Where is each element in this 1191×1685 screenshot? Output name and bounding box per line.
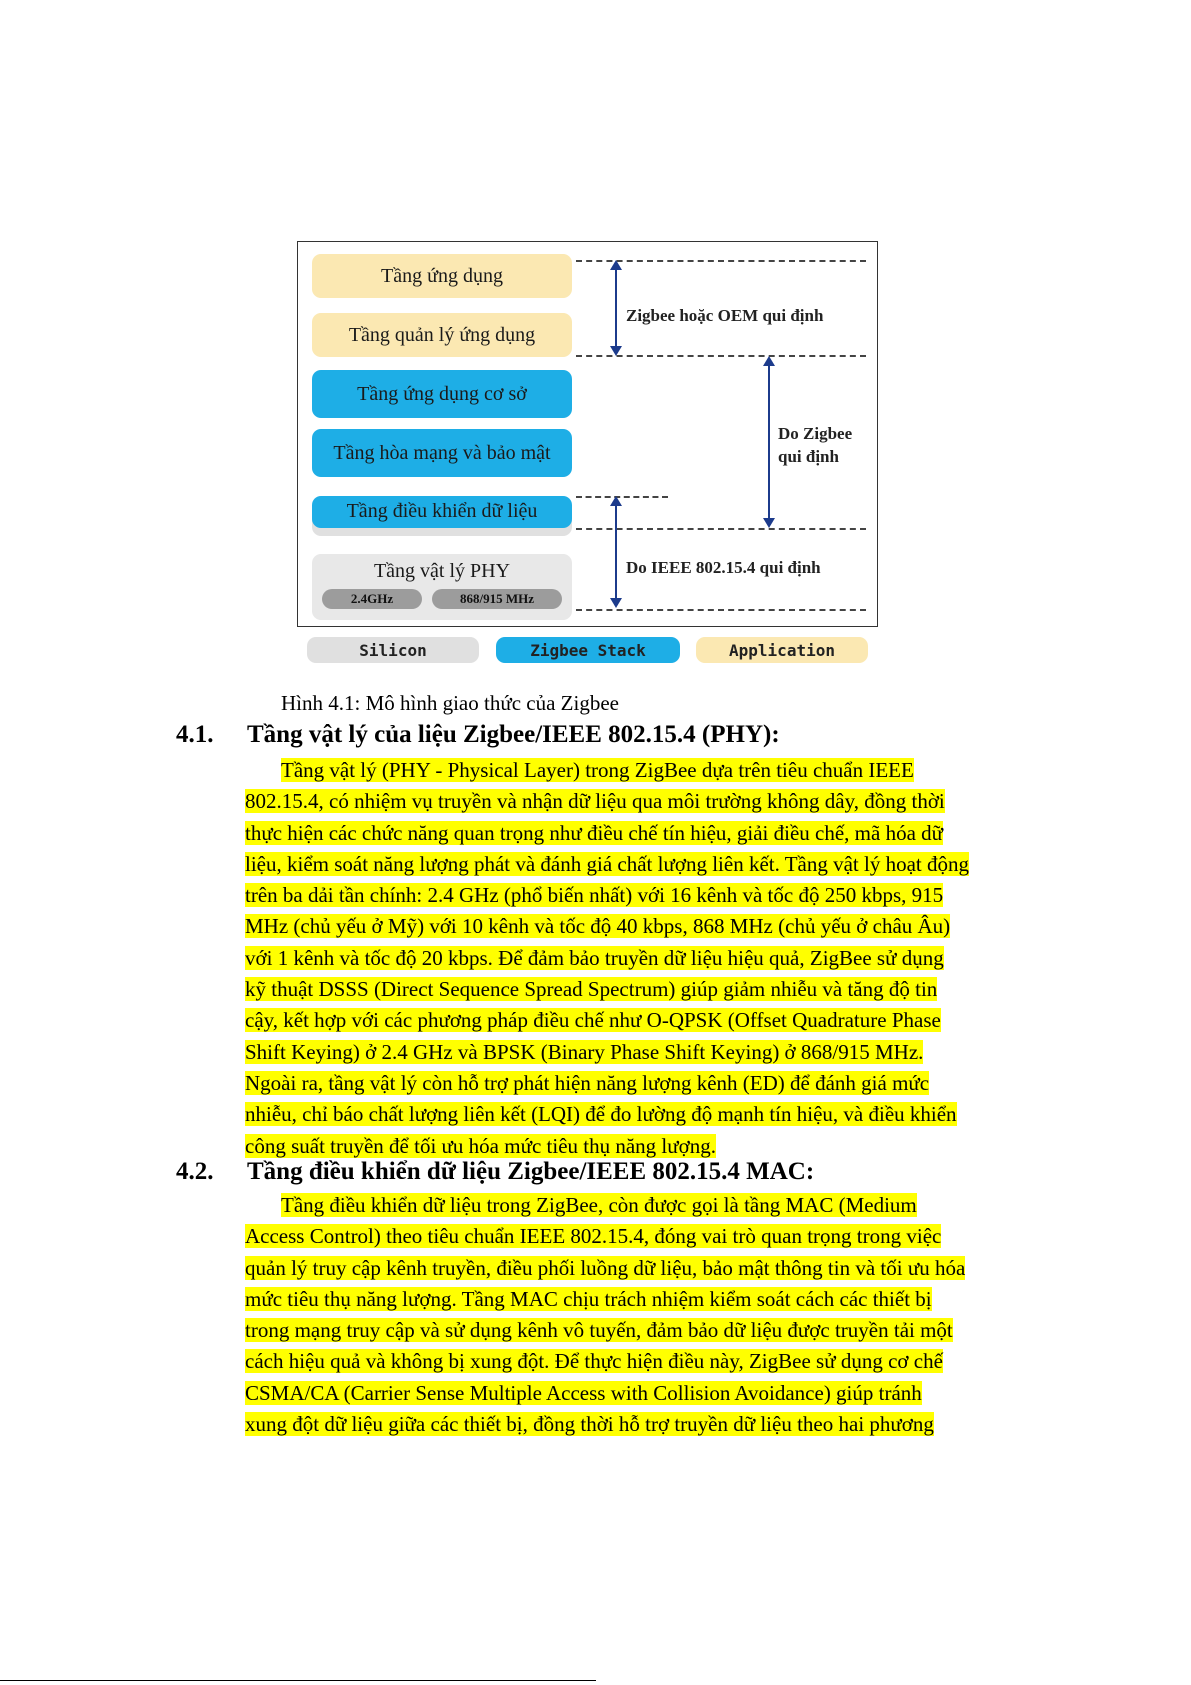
label-zigbee-oem: Zigbee hoặc OEM qui định xyxy=(626,306,824,325)
paragraph-line: kỹ thuật DSSS (Direct Sequence Spread Spectrum) giúp giảm nhiễu và tăng độ tin xyxy=(245,977,938,1002)
paragraph-line: MHz (chủ yếu ở Mỹ) với 10 kênh và tốc độ 40 kbps, 868 MHz (chủ yếu ở châu Âu) xyxy=(245,914,951,939)
paragraph-phy xyxy=(245,755,1055,1162)
layer-network-security: Tầng hòa mạng và bảo mật xyxy=(312,429,572,477)
oem-range-line xyxy=(615,268,617,348)
section-title: Tầng điều khiển dữ liệu Zigbee/IEEE 802.15.4 MAC: xyxy=(247,1158,815,1185)
section-number: 4.1. xyxy=(176,721,214,748)
paragraph-line: trong mạng truy cập và sử dụng kênh vô tuyến, đảm bảo dữ liệu được truyền tải một xyxy=(245,1318,953,1343)
figure-caption: Hình 4.1: Mô hình giao thức của Zigbee xyxy=(281,691,619,715)
dashed-boundary-mac-top xyxy=(576,496,668,498)
layer-base-application: Tầng ứng dụng cơ sở xyxy=(312,370,572,418)
section-title: Tầng vật lý của liệu Zigbee/IEEE 802.15.4 (PHY): xyxy=(247,721,780,748)
footnote-rule xyxy=(0,1680,596,1681)
section-heading-phy xyxy=(176,721,780,749)
zigbee-protocol-diagram xyxy=(297,241,878,627)
layer-phy-title: Tầng vật lý PHY xyxy=(373,560,511,582)
paragraph-line: Tầng vật lý (PHY - Physical Layer) trong ZigBee dựa trên tiêu chuẩn IEEE xyxy=(281,758,914,782)
ieee-range-line xyxy=(615,504,617,600)
paragraph-line: mức tiêu thụ năng lượng. Tầng MAC chịu trách nhiệm kiểm soát cách các thiết bị xyxy=(245,1286,932,1311)
paragraph-line: Ngoài ra, tầng vật lý còn hỗ trợ phát hiện năng lượng kênh (ED) để đánh giá mức xyxy=(245,1070,930,1095)
legend-silicon: Silicon xyxy=(307,637,479,663)
paragraph-line: CSMA/CA (Carrier Sense Multiple Access with Collision Avoidance) giúp tránh xyxy=(245,1380,922,1405)
dashed-boundary-bottom xyxy=(576,609,866,611)
paragraph-line: 802.15.4, có nhiệm vụ truyền và nhận dữ liệu qua môi trường không dây, đồng thời xyxy=(245,789,945,814)
layer-mac: Tầng điều khiển dữ liệu xyxy=(312,496,572,528)
paragraph-line: xung đột dữ liệu giữa các thiết bị, đồng thời hỗ trợ truyền dữ liệu theo hai phương xyxy=(245,1412,934,1437)
paragraph-line: nhiễu, chỉ báo chất lượng liên kết (LQI) để đo lường độ mạnh tín hiệu, và điều khiển xyxy=(245,1102,957,1127)
paragraph-line: Access Control) theo tiêu chuẩn IEEE 802.15.4, đóng vai trò quan trọng trong việc xyxy=(245,1224,942,1249)
layer-application: Tầng ứng dụng xyxy=(312,254,572,298)
paragraph-line: thực hiện các chức năng quan trọng như điều chế tín hiệu, giải điều chế, mã hóa dữ xyxy=(245,820,944,845)
layer-phy xyxy=(312,554,572,620)
paragraph-line: với 1 kênh và tốc độ 20 kbps. Để đảm bảo truyền dữ liệu hiệu quả, ZigBee sử dụng xyxy=(245,945,944,970)
arrow-down-icon xyxy=(610,598,622,608)
section-number: 4.2. xyxy=(176,1158,214,1185)
section-heading-mac xyxy=(176,1158,814,1186)
zigbee-range-line xyxy=(768,364,770,520)
paragraph-line: cách hiệu quả và không bị xung đột. Để thực hiện điều này, ZigBee sử dụng cơ chế xyxy=(245,1349,943,1374)
paragraph-line: Shift Keying) ở 2.4 GHz và BPSK (Binary Phase Shift Keying) ở 868/915 MHz. xyxy=(245,1039,924,1064)
label-zigbee-line2: qui định xyxy=(778,447,839,466)
legend-zigbee-stack: Zigbee Stack xyxy=(496,637,680,663)
paragraph-line: quản lý truy cập kênh truyền, điều phối luồng dữ liệu, bảo mật thông tin và tối ưu hóa xyxy=(245,1255,966,1280)
arrow-down-icon xyxy=(763,518,775,528)
layer-application-management: Tầng quản lý ứng dụng xyxy=(312,313,572,357)
paragraph-line: liệu, kiểm soát năng lượng phát và đánh giá chất lượng liên kết. Tầng vật lý hoạt động xyxy=(245,851,970,876)
paragraph-line: công suất truyền để tối ưu hóa mức tiêu thụ năng lượng. xyxy=(245,1133,716,1158)
dashed-boundary-zigbee xyxy=(576,528,866,530)
paragraph-mac xyxy=(245,1190,1055,1440)
phy-band-868-915mhz: 868/915 MHz xyxy=(432,589,562,609)
label-zigbee-line1: Do Zigbee xyxy=(778,424,853,443)
paragraph-line: Tầng điều khiển dữ liệu trong ZigBee, còn được gọi là tầng MAC (Medium xyxy=(281,1193,917,1217)
phy-band-2-4ghz: 2.4GHz xyxy=(322,589,422,609)
paragraph-line: cậy, kết hợp với các phương pháp điều chế như O-QPSK (Offset Quadrature Phase xyxy=(245,1008,941,1033)
label-ieee: Do IEEE 802.15.4 qui định xyxy=(626,558,821,577)
paragraph-line: trên ba dải tần chính: 2.4 GHz (phổ biến nhất) với 16 kênh và tốc độ 250 kbps, 915 xyxy=(245,883,944,908)
arrow-down-icon xyxy=(610,346,622,356)
legend-application: Application xyxy=(696,637,868,663)
